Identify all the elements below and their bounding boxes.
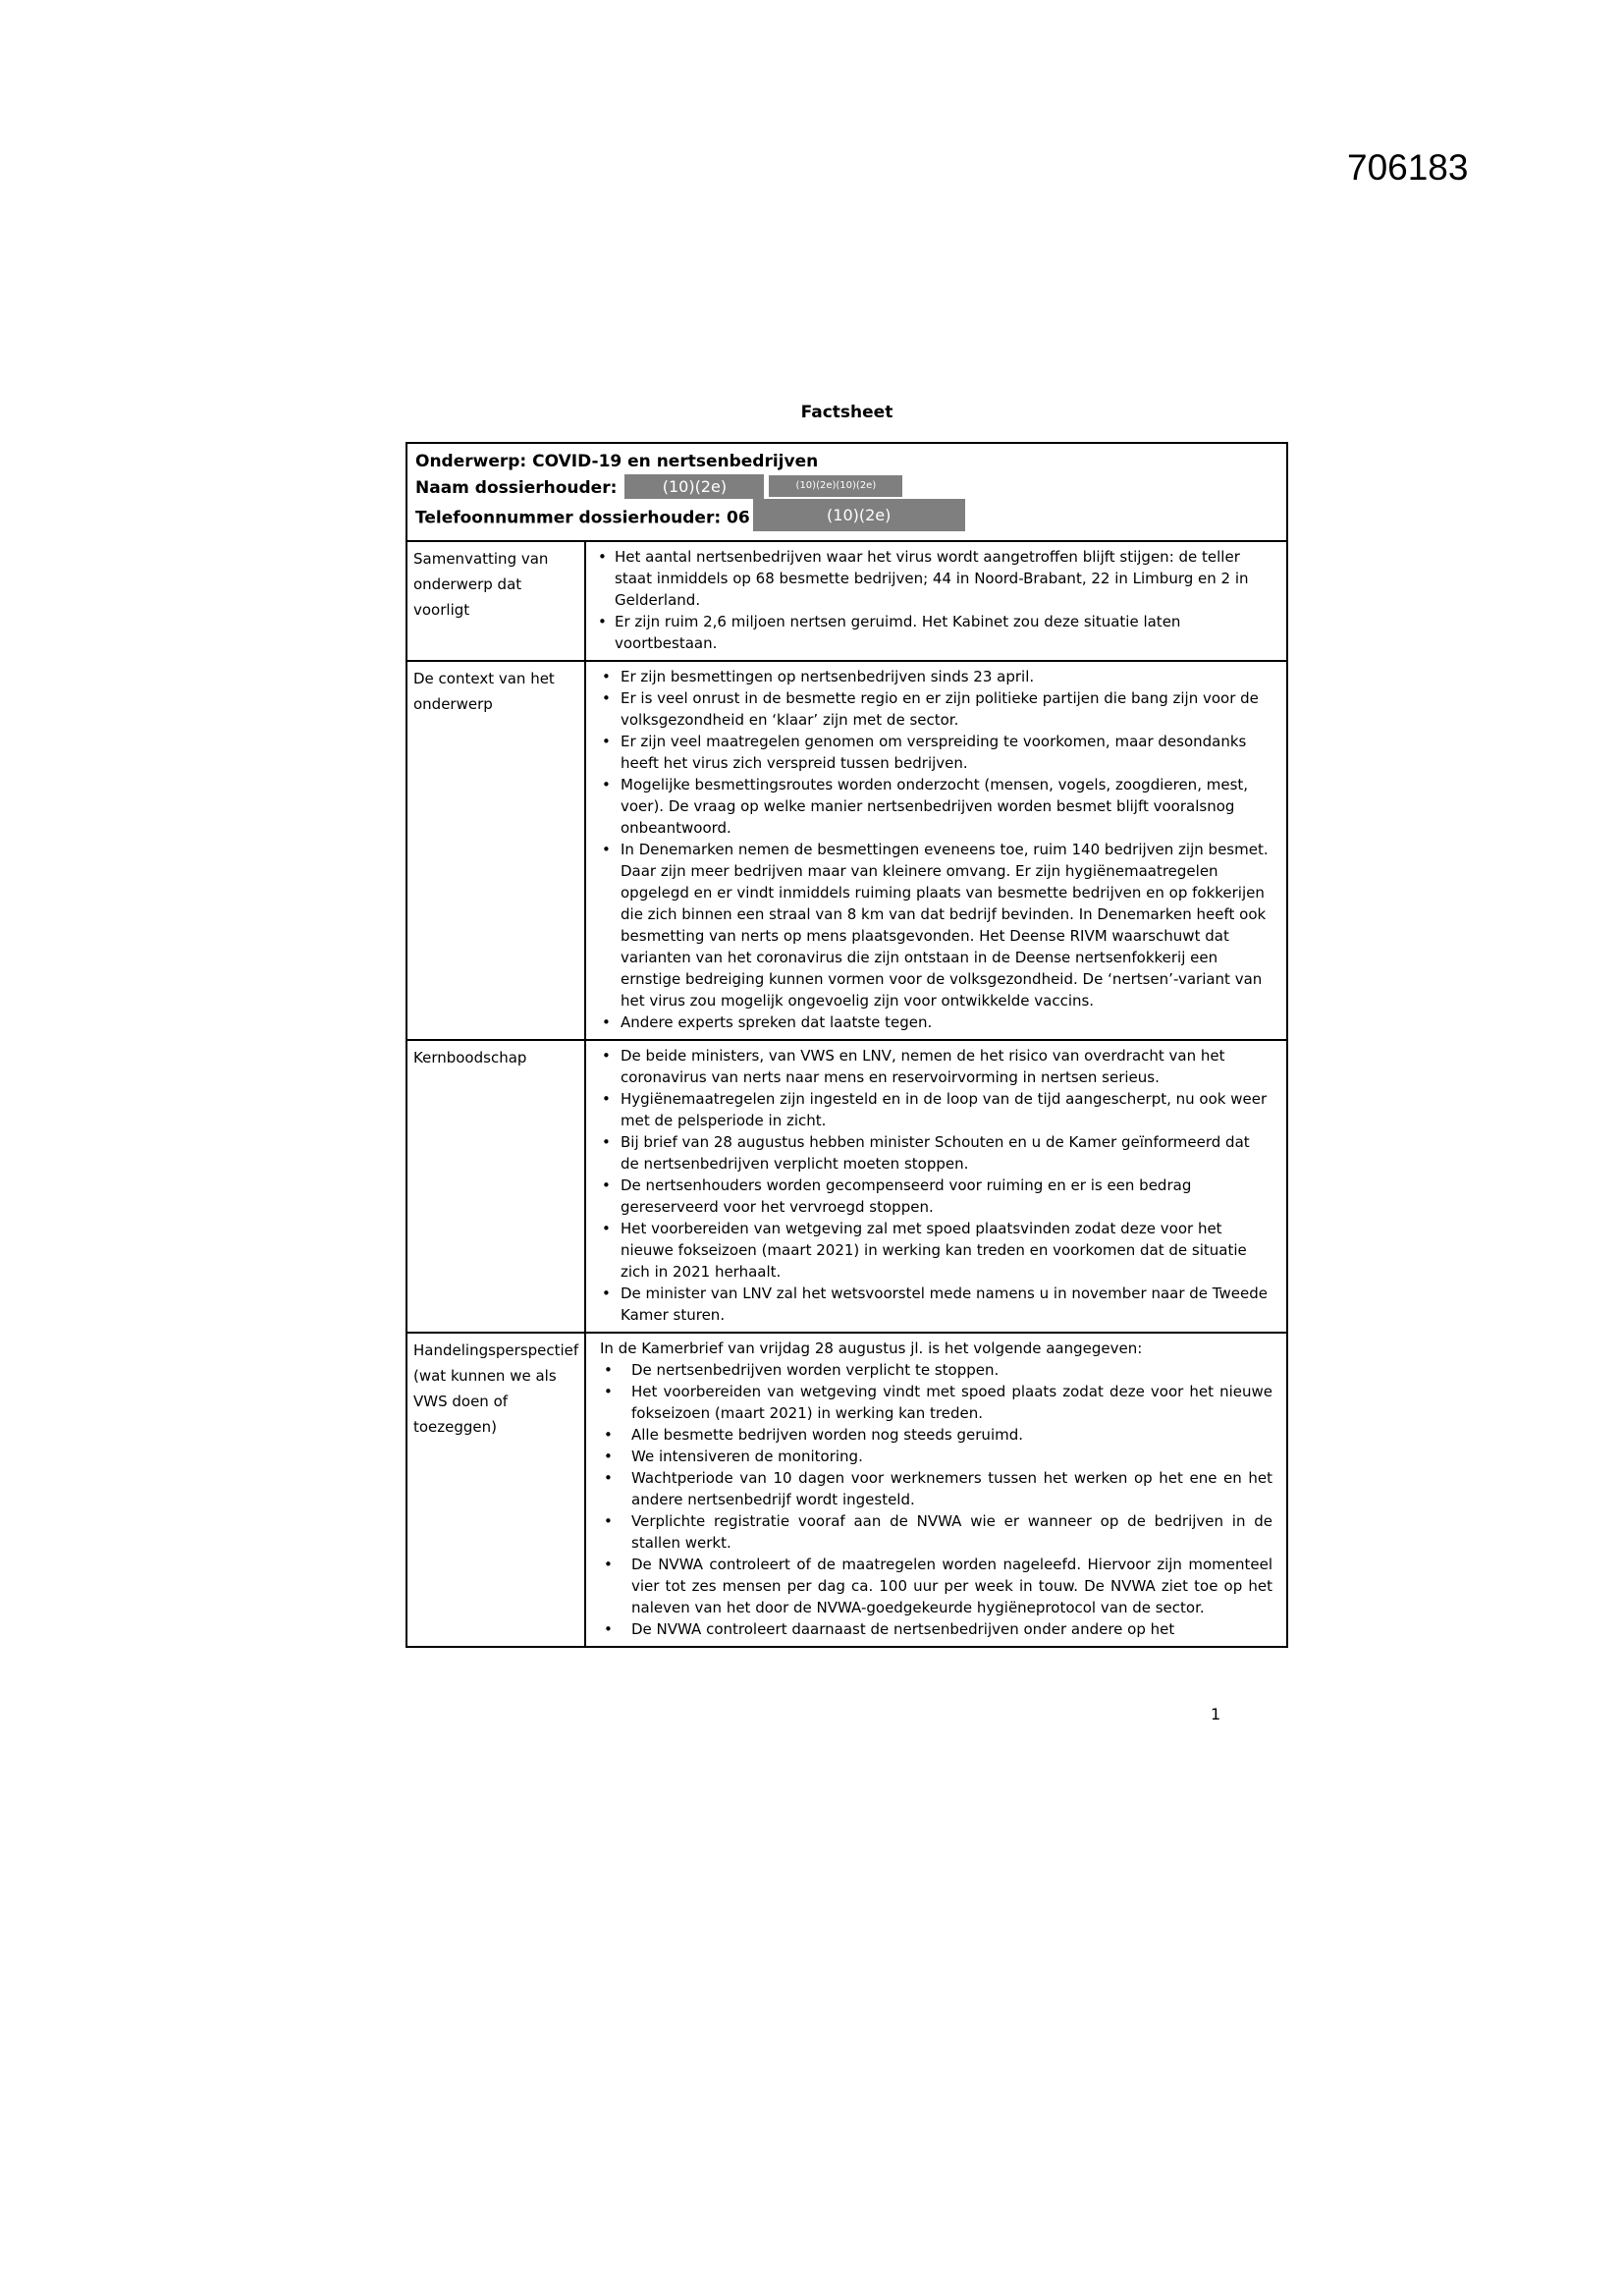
bullet-item bbox=[598, 1510, 1272, 1554]
bullet-icon: • bbox=[602, 1090, 611, 1108]
bullet-item bbox=[598, 839, 1272, 1011]
telefoon-line bbox=[415, 502, 1278, 534]
row-content bbox=[586, 662, 1286, 1039]
table-row bbox=[407, 1334, 1286, 1646]
bullet-icon: • bbox=[602, 689, 611, 707]
bullet-item bbox=[598, 1088, 1272, 1131]
bullet-icon: • bbox=[604, 1469, 613, 1487]
bullet-icon: • bbox=[602, 733, 611, 750]
bullet-text: De nertsenhouders worden gecompenseerd voor ruiming en er is een bedrag gereserveerd voor het vervroegd stoppen. bbox=[621, 1176, 1192, 1216]
bullet-icon: • bbox=[602, 1013, 611, 1031]
bullet-text: Er is veel onrust in de besmette regio en er zijn politieke partijen die bang zijn voor de volksgezondheid en ‘klaar’ zijn met de sector. bbox=[621, 689, 1259, 729]
naam-dossierhouder-label: Naam dossierhouder: bbox=[415, 478, 618, 498]
bullet-item bbox=[598, 1218, 1272, 1283]
bullet-item bbox=[598, 687, 1272, 731]
bullet-text: Bij brief van 28 augustus hebben minister Schouten en u de Kamer geïnformeerd dat de nertsenbedrijven verplicht moeten stoppen. bbox=[621, 1133, 1250, 1173]
bullet-item bbox=[598, 1381, 1272, 1424]
bullet-text: De nertsenbedrijven worden verplicht te stoppen. bbox=[631, 1361, 1000, 1379]
bullet-text: Verplichte registratie vooraf aan de NVWA wie er wanneer op de bedrijven in de stallen werkt. bbox=[631, 1512, 1272, 1552]
bullet-text: De NVWA controleert daarnaast de nertsenbedrijven onder andere op het bbox=[631, 1620, 1175, 1638]
bullet-item bbox=[598, 1424, 1272, 1446]
bullet-text: Andere experts spreken dat laatste tegen. bbox=[621, 1013, 933, 1031]
row-content bbox=[586, 1041, 1286, 1332]
bullet-item bbox=[598, 1618, 1272, 1640]
page-title: Factsheet bbox=[800, 403, 893, 422]
bullet-text: Het voorbereiden van wetgeving zal met spoed plaatsvinden zodat deze voor het nieuwe fokseizoen (maart 2021) in werking kan treden en voorkomen dat de situatie zich in 2021 herhaalt. bbox=[621, 1220, 1247, 1281]
naam-line bbox=[415, 475, 1278, 502]
page-number: 1 bbox=[1211, 1705, 1221, 1723]
bullet-item bbox=[598, 1283, 1272, 1326]
bullet-item bbox=[598, 731, 1272, 774]
row-label: Handelingsperspectief (wat kunnen we als VWS doen of toezeggen) bbox=[407, 1334, 586, 1646]
bullet-text: De minister van LNV zal het wetsvoorstel mede namens u in november naar de Tweede Kamer sturen. bbox=[621, 1285, 1268, 1324]
bullet-item bbox=[598, 1045, 1272, 1088]
bullet-item bbox=[598, 1446, 1272, 1467]
bullet-icon: • bbox=[604, 1361, 613, 1379]
bullet-icon: • bbox=[602, 1176, 611, 1194]
bullet-icon: • bbox=[604, 1448, 613, 1465]
bullet-text: Er zijn ruim 2,6 miljoen nertsen geruimd. Het Kabinet zou deze situatie laten voortbestaan. bbox=[615, 613, 1181, 652]
table-row bbox=[407, 542, 1286, 662]
bullet-item bbox=[598, 1175, 1272, 1218]
redaction-box: (10)(2e) bbox=[624, 474, 764, 499]
bullet-icon: • bbox=[602, 776, 611, 793]
table-body bbox=[407, 542, 1286, 1646]
bullet-item bbox=[598, 666, 1272, 687]
bullet-text: We intensiveren de monitoring. bbox=[631, 1448, 863, 1465]
row-intro-text: In de Kamerbrief van vrijdag 28 augustus jl. is het volgende aangegeven: bbox=[600, 1339, 1143, 1357]
table-row bbox=[407, 1041, 1286, 1334]
onderwerp-line: Onderwerp: COVID-19 en nertsenbedrijven bbox=[415, 452, 819, 471]
row-label: Samenvatting van onderwerp dat voorligt bbox=[407, 542, 586, 660]
bullet-text: Er zijn veel maatregelen genomen om verspreiding te voorkomen, maar desondanks heeft het virus zich verspreid tussen bedrijven. bbox=[621, 733, 1247, 772]
table-row bbox=[407, 662, 1286, 1041]
row-content bbox=[586, 542, 1286, 660]
bullet-text: In Denemarken nemen de besmettingen eveneens toe, ruim 140 bedrijven zijn besmet. Daar zijn meer bedrijven maar van kleinere omvang. Er zijn hygiënemaatregelen opgelegd en er vindt inmiddels ruiming plaats van besmette bedrijven en op fokkerijen die zich binnen een straal van 8 km van dat bedrijf bevinden. In Denemarken heeft ook besmetting van nerts op mens plaatsgevonden. Het Deense RIVM waarschuwt dat varianten van het coronavirus die zijn ontstaan in de Deense nertsenfokkerij een ernstige bedreiging kunnen vormen voor de volksgezondheid. De ‘nertsen’-variant van het virus zou mogelijk ongevoelig zijn voor ontwikkelde vaccins. bbox=[621, 841, 1269, 1010]
row-label: Kernboodschap bbox=[407, 1041, 586, 1332]
bullet-text: De NVWA controleert of de maatregelen worden nageleefd. Hiervoor zijn momenteel vier tot zes mensen per dag ca. 100 uur per week in touw. De NVWA ziet toe op het naleven van het door de NVWA-goedgekeurde hygiëneprotocol van de sector. bbox=[631, 1556, 1272, 1616]
row-label: De context van het onderwerp bbox=[407, 662, 586, 1039]
bullet-icon: • bbox=[598, 548, 607, 566]
bullet-item bbox=[598, 1554, 1272, 1618]
bullet-item bbox=[598, 1467, 1272, 1510]
bullet-text: De beide ministers, van VWS en LNV, nemen de het risico van overdracht van het coronavirus van nerts naar mens en reservoirvorming in nertsen serieus. bbox=[621, 1047, 1225, 1086]
bullet-icon: • bbox=[604, 1383, 613, 1400]
bullet-text: Alle besmette bedrijven worden nog steeds geruimd. bbox=[631, 1426, 1024, 1444]
bullet-item bbox=[598, 1131, 1272, 1175]
bullet-icon: • bbox=[604, 1512, 613, 1530]
bullet-icon: • bbox=[602, 1285, 611, 1302]
bullet-text: Het voorbereiden van wetgeving vindt met spoed plaats zodat deze voor het nieuwe fokseizoen (maart 2021) in werking kan treden. bbox=[631, 1383, 1272, 1422]
factsheet-table bbox=[406, 442, 1288, 1648]
bullet-text: Het aantal nertsenbedrijven waar het virus wordt aangetroffen blijft stijgen: de teller staat inmiddels op 68 besmette bedrijven; 44 in Noord-Brabant, 22 in Limburg en 2 in Gelderland. bbox=[615, 548, 1249, 609]
table-header-cell bbox=[407, 444, 1286, 542]
bullet-text: Wachtperiode van 10 dagen voor werknemers tussen het werken op het ene en het andere nertsenbedrijf wordt ingesteld. bbox=[631, 1469, 1272, 1508]
telefoonnummer-label: Telefoonnummer dossierhouder: 06 bbox=[415, 508, 750, 528]
bullet-icon: • bbox=[602, 668, 611, 685]
bullet-text: Er zijn besmettingen op nertsenbedrijven sinds 23 april. bbox=[621, 668, 1035, 685]
bullet-item bbox=[598, 611, 1272, 654]
bullet-icon: • bbox=[604, 1556, 613, 1573]
bullet-icon: • bbox=[602, 841, 611, 858]
bullet-icon: • bbox=[602, 1047, 611, 1065]
bullet-text: Mogelijke besmettingsroutes worden onderzocht (mensen, vogels, zoogdieren, mest, voer). De vraag op welke manier nertsenbedrijven worden besmet blijft vooralsnog onbeantwoord. bbox=[621, 776, 1249, 837]
bullet-icon: • bbox=[602, 1133, 611, 1151]
bullet-item bbox=[598, 546, 1272, 611]
document-number: 706183 bbox=[1347, 147, 1469, 188]
bullet-icon: • bbox=[604, 1620, 613, 1638]
redaction-box-phone: (10)(2e) bbox=[753, 499, 965, 531]
bullet-item bbox=[598, 1359, 1272, 1381]
bullet-item bbox=[598, 774, 1272, 839]
bullet-icon: • bbox=[598, 613, 607, 630]
bullet-item bbox=[598, 1011, 1272, 1033]
bullet-icon: • bbox=[602, 1220, 611, 1237]
bullet-text: Hygiënemaatregelen zijn ingesteld en in de loop van de tijd aangescherpt, nu ook weer met de pelsperiode in zicht. bbox=[621, 1090, 1268, 1129]
redaction-box-small: (10)(2e)(10)(2e) bbox=[769, 475, 902, 497]
bullet-icon: • bbox=[604, 1426, 613, 1444]
row-content bbox=[586, 1334, 1286, 1646]
